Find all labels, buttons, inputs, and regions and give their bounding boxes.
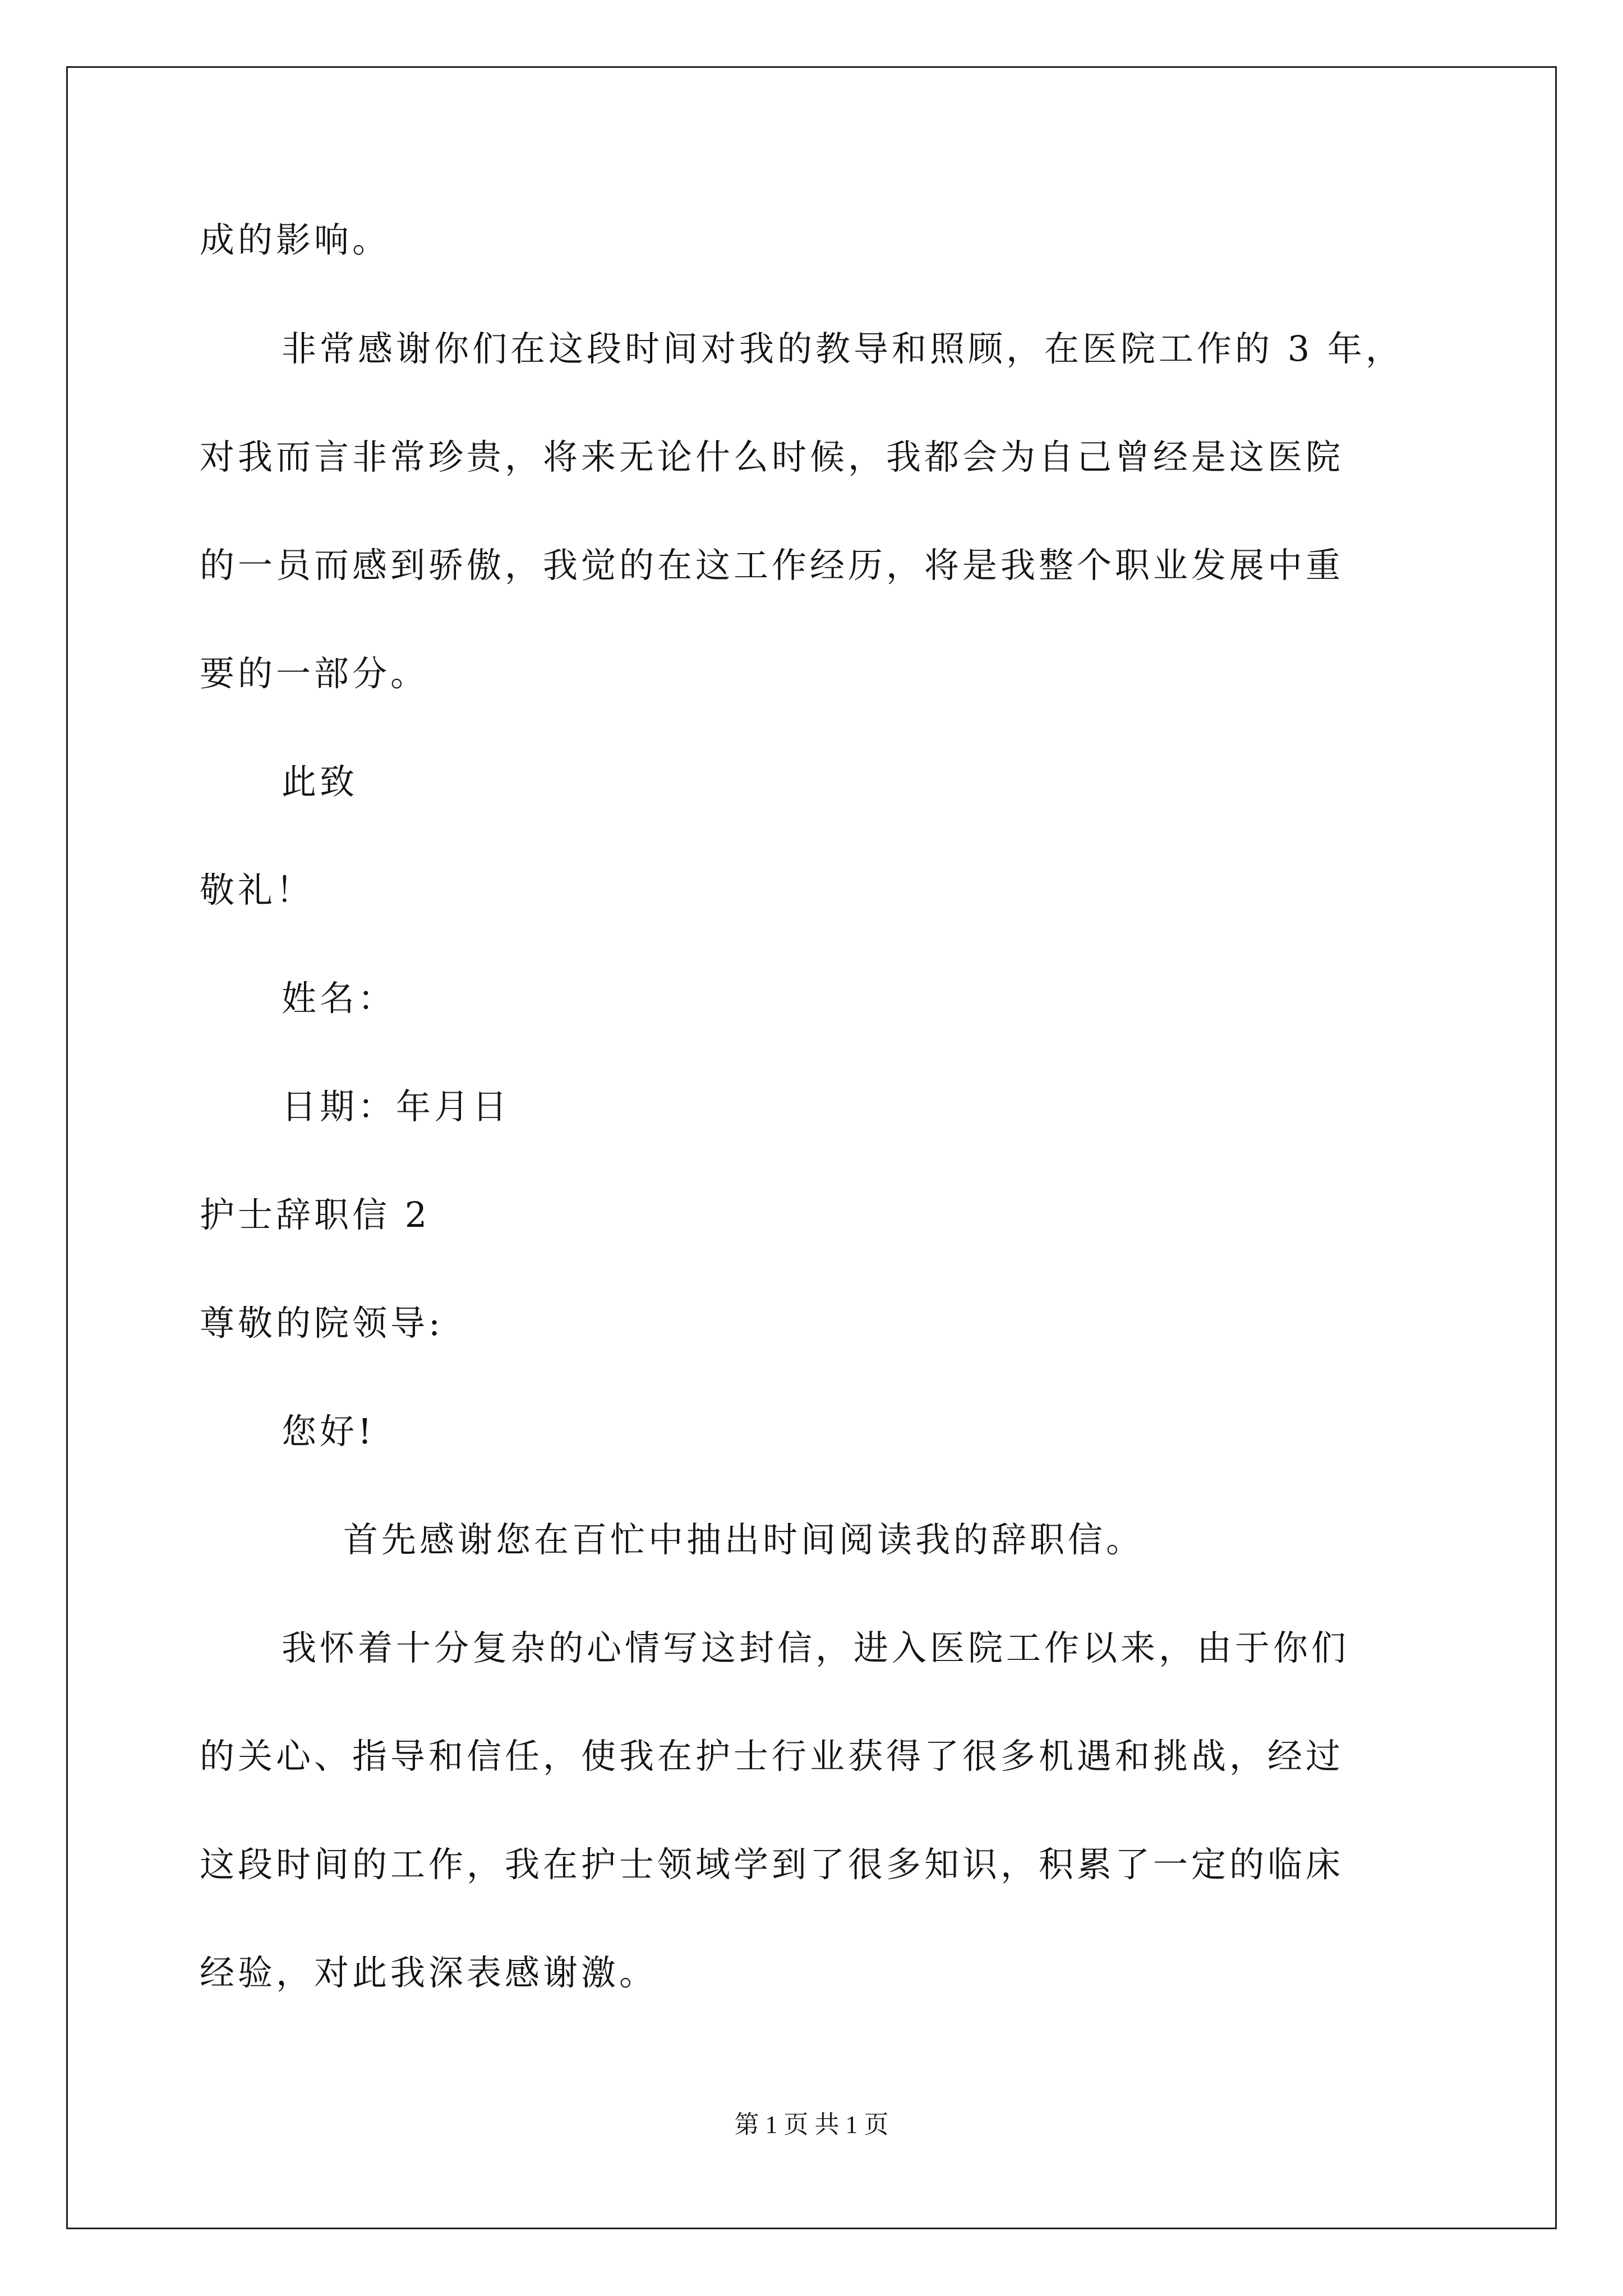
closing-regards: 敬礼！ <box>200 869 315 910</box>
paragraph-line: 非常感谢你们在这段时间对我的教导和照顾，在医院工作的 3 年， <box>282 328 1404 369</box>
greeting: 您好! <box>282 1411 375 1452</box>
paragraph-line: 我怀着十分复杂的心情写这封信，进入医院工作以来，由于你们 <box>282 1627 1350 1668</box>
paragraph-line: 这段时间的工作，我在护士领域学到了很多知识，积累了一定的临床 <box>200 1844 1344 1885</box>
paragraph-line: 的一员而感到骄傲，我觉的在这工作经历，将是我整个职业发展中重 <box>200 545 1344 586</box>
page-border <box>66 66 1557 2229</box>
closing-salutation: 此致 <box>282 761 358 802</box>
paragraph-line: 成的影响。 <box>200 219 391 260</box>
page-number-footer: 第 1 页 共 1 页 <box>734 2111 889 2138</box>
paragraph-line: 要的一部分。 <box>200 653 429 694</box>
paragraph-line: 的关心、指导和信任，使我在护士行业获得了很多机遇和挑战，经过 <box>200 1736 1344 1777</box>
paragraph-line: 首先感谢您在百忙中抽出时间阅读我的辞职信。 <box>343 1519 1145 1560</box>
section-heading: 护士辞职信 2 <box>200 1194 431 1235</box>
paragraph-line: 经验，对此我深表感谢激。 <box>200 1952 658 1993</box>
paragraph-line: 对我而言非常珍贵，将来无论什么时候，我都会为自己曾经是这医院 <box>200 436 1344 477</box>
letter-salutation: 尊敬的院领导: <box>200 1303 444 1343</box>
signature-date-label: 日期：年月日 <box>282 1086 511 1127</box>
signature-name-label: 姓名： <box>282 978 396 1019</box>
